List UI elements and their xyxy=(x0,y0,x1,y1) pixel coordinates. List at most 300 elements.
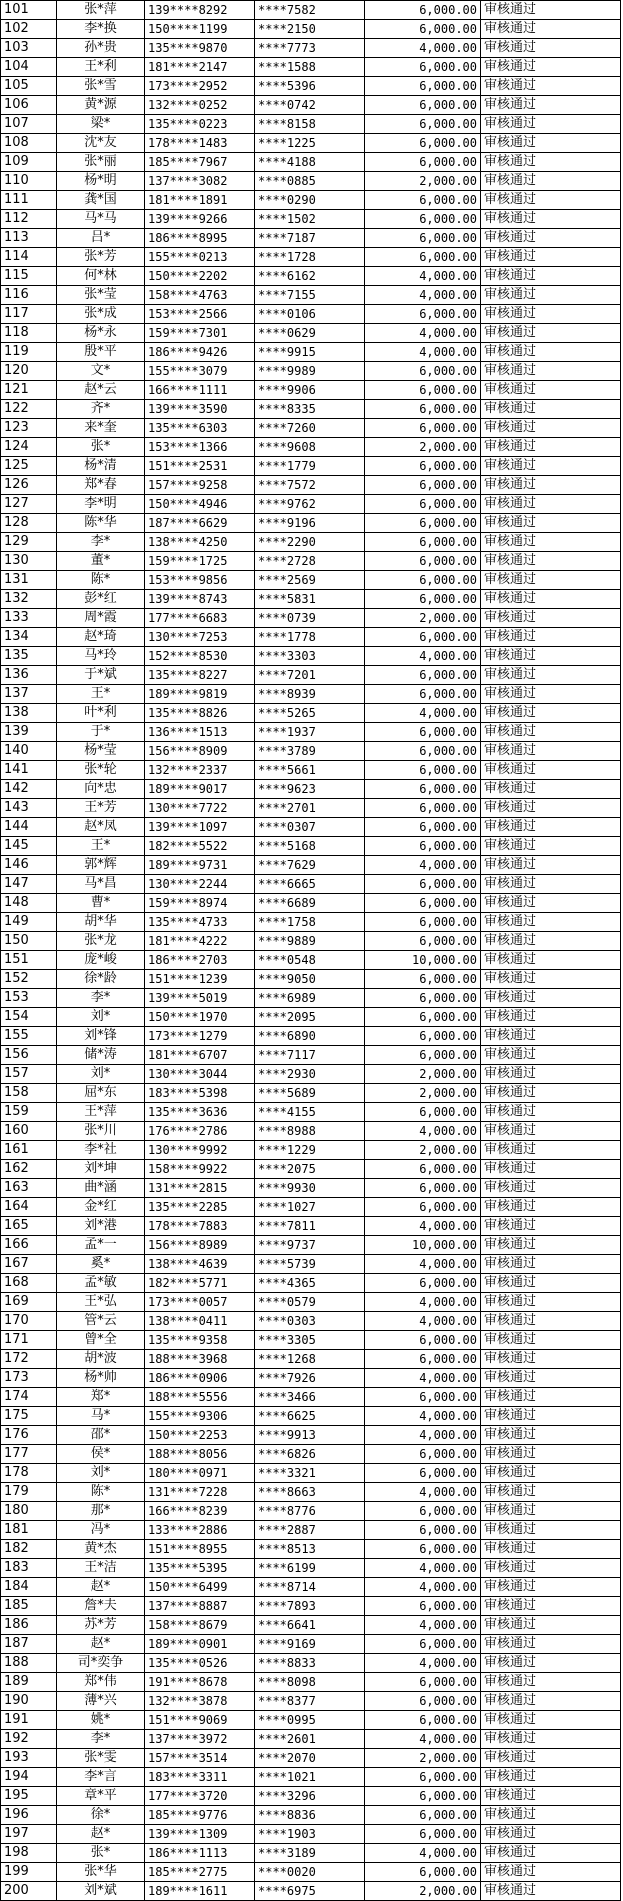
name-cell: 侯* xyxy=(57,1445,145,1464)
phone-cell: 135****0223 xyxy=(145,115,255,134)
amount-cell: 6,000.00 xyxy=(365,1274,481,1293)
row-index-cell: 108 xyxy=(1,134,57,153)
card-number-cell: ****0303 xyxy=(255,1312,365,1331)
phone-cell: 181****4222 xyxy=(145,932,255,951)
row-index-cell: 190 xyxy=(1,1692,57,1711)
name-cell: 于* xyxy=(57,723,145,742)
amount-cell: 4,000.00 xyxy=(365,1255,481,1274)
name-cell: 杨*莹 xyxy=(57,742,145,761)
table-row xyxy=(1,1369,621,1388)
amount-cell: 2,000.00 xyxy=(365,1084,481,1103)
table-row xyxy=(1,1388,621,1407)
card-number-cell: ****8513 xyxy=(255,1540,365,1559)
card-number-cell: ****8377 xyxy=(255,1692,365,1711)
table-row xyxy=(1,1787,621,1806)
card-number-cell: ****3296 xyxy=(255,1787,365,1806)
status-cell: 审核通过 xyxy=(481,286,621,305)
name-cell: 赵* xyxy=(57,1825,145,1844)
row-index-cell: 167 xyxy=(1,1255,57,1274)
status-cell: 审核通过 xyxy=(481,1331,621,1350)
name-cell: 詹*夫 xyxy=(57,1597,145,1616)
status-cell: 审核通过 xyxy=(481,894,621,913)
amount-cell: 6,000.00 xyxy=(365,210,481,229)
name-cell: 司*奕争 xyxy=(57,1654,145,1673)
phone-cell: 138****4250 xyxy=(145,533,255,552)
name-cell: 杨*永 xyxy=(57,324,145,343)
amount-cell: 6,000.00 xyxy=(365,77,481,96)
table-row xyxy=(1,1730,621,1749)
amount-cell: 4,000.00 xyxy=(365,267,481,286)
amount-cell: 4,000.00 xyxy=(365,1426,481,1445)
amount-cell: 10,000.00 xyxy=(365,1236,481,1255)
row-index-cell: 126 xyxy=(1,476,57,495)
phone-cell: 139****9266 xyxy=(145,210,255,229)
name-cell: 陈*华 xyxy=(57,514,145,533)
row-index-cell: 177 xyxy=(1,1445,57,1464)
table-row xyxy=(1,324,621,343)
table-row xyxy=(1,628,621,647)
card-number-cell: ****8836 xyxy=(255,1806,365,1825)
phone-cell: 189****9731 xyxy=(145,856,255,875)
card-number-cell: ****1502 xyxy=(255,210,365,229)
card-number-cell: ****7117 xyxy=(255,1046,365,1065)
status-cell: 审核通过 xyxy=(481,438,621,457)
name-cell: 沈*友 xyxy=(57,134,145,153)
table-row xyxy=(1,457,621,476)
table-row xyxy=(1,1,621,20)
row-index-cell: 161 xyxy=(1,1141,57,1160)
table-row xyxy=(1,1806,621,1825)
amount-cell: 6,000.00 xyxy=(365,913,481,932)
card-number-cell: ****7155 xyxy=(255,286,365,305)
row-index-cell: 131 xyxy=(1,571,57,590)
amount-cell: 6,000.00 xyxy=(365,381,481,400)
amount-cell: 6,000.00 xyxy=(365,1692,481,1711)
table-row xyxy=(1,438,621,457)
row-index-cell: 160 xyxy=(1,1122,57,1141)
row-index-cell: 182 xyxy=(1,1540,57,1559)
phone-cell: 151****2531 xyxy=(145,457,255,476)
table-row xyxy=(1,381,621,400)
card-number-cell: ****3321 xyxy=(255,1464,365,1483)
amount-cell: 6,000.00 xyxy=(365,666,481,685)
card-number-cell: ****8335 xyxy=(255,400,365,419)
amount-cell: 6,000.00 xyxy=(365,1350,481,1369)
phone-cell: 181****6707 xyxy=(145,1046,255,1065)
card-number-cell: ****1027 xyxy=(255,1198,365,1217)
amount-cell: 6,000.00 xyxy=(365,362,481,381)
phone-cell: 159****8974 xyxy=(145,894,255,913)
status-cell: 审核通过 xyxy=(481,742,621,761)
status-cell: 审核通过 xyxy=(481,191,621,210)
name-cell: 张*川 xyxy=(57,1122,145,1141)
card-number-cell: ****5168 xyxy=(255,837,365,856)
phone-cell: 137****8887 xyxy=(145,1597,255,1616)
row-index-cell: 163 xyxy=(1,1179,57,1198)
name-cell: 王*萍 xyxy=(57,1103,145,1122)
amount-cell: 4,000.00 xyxy=(365,1293,481,1312)
name-cell: 张*萍 xyxy=(57,1,145,20)
card-number-cell: ****0290 xyxy=(255,191,365,210)
row-index-cell: 135 xyxy=(1,647,57,666)
card-number-cell: ****1588 xyxy=(255,58,365,77)
status-cell: 审核通过 xyxy=(481,20,621,39)
amount-cell: 4,000.00 xyxy=(365,1122,481,1141)
table-row xyxy=(1,191,621,210)
name-cell: 孟*一 xyxy=(57,1236,145,1255)
row-index-cell: 115 xyxy=(1,267,57,286)
card-number-cell: ****9737 xyxy=(255,1236,365,1255)
name-cell: 张*雪 xyxy=(57,77,145,96)
row-index-cell: 173 xyxy=(1,1369,57,1388)
card-number-cell: ****1758 xyxy=(255,913,365,932)
table-row xyxy=(1,1464,621,1483)
name-cell: 马*马 xyxy=(57,210,145,229)
row-index-cell: 172 xyxy=(1,1350,57,1369)
card-number-cell: ****9608 xyxy=(255,438,365,457)
table-row xyxy=(1,1616,621,1635)
card-number-cell: ****9913 xyxy=(255,1426,365,1445)
row-index-cell: 148 xyxy=(1,894,57,913)
phone-cell: 187****6629 xyxy=(145,514,255,533)
row-index-cell: 142 xyxy=(1,780,57,799)
table-row xyxy=(1,20,621,39)
phone-cell: 188****8056 xyxy=(145,1445,255,1464)
status-cell: 审核通过 xyxy=(481,1559,621,1578)
phone-cell: 186****8995 xyxy=(145,229,255,248)
card-number-cell: ****6890 xyxy=(255,1027,365,1046)
name-cell: 张*雯 xyxy=(57,1749,145,1768)
phone-cell: 136****1513 xyxy=(145,723,255,742)
table-row xyxy=(1,1008,621,1027)
name-cell: 姚* xyxy=(57,1711,145,1730)
amount-cell: 2,000.00 xyxy=(365,609,481,628)
row-index-cell: 125 xyxy=(1,457,57,476)
amount-cell: 6,000.00 xyxy=(365,1445,481,1464)
table-row xyxy=(1,1749,621,1768)
phone-cell: 176****2786 xyxy=(145,1122,255,1141)
row-index-cell: 122 xyxy=(1,400,57,419)
table-row xyxy=(1,1331,621,1350)
amount-cell: 6,000.00 xyxy=(365,58,481,77)
table-row xyxy=(1,647,621,666)
card-number-cell: ****9989 xyxy=(255,362,365,381)
phone-cell: 132****2337 xyxy=(145,761,255,780)
card-number-cell: ****2930 xyxy=(255,1065,365,1084)
card-number-cell: ****0742 xyxy=(255,96,365,115)
phone-cell: 178****7883 xyxy=(145,1217,255,1236)
phone-cell: 181****1891 xyxy=(145,191,255,210)
status-cell: 审核通过 xyxy=(481,1179,621,1198)
card-number-cell: ****7582 xyxy=(255,1,365,20)
row-index-cell: 105 xyxy=(1,77,57,96)
row-index-cell: 149 xyxy=(1,913,57,932)
card-number-cell: ****9762 xyxy=(255,495,365,514)
amount-cell: 6,000.00 xyxy=(365,419,481,438)
table-row xyxy=(1,1502,621,1521)
card-number-cell: ****2070 xyxy=(255,1749,365,1768)
name-cell: 苏*芳 xyxy=(57,1616,145,1635)
status-cell: 审核通过 xyxy=(481,1502,621,1521)
amount-cell: 6,000.00 xyxy=(365,20,481,39)
name-cell: 张* xyxy=(57,438,145,457)
phone-cell: 157****9258 xyxy=(145,476,255,495)
status-cell: 审核通过 xyxy=(481,1160,621,1179)
status-cell: 审核通过 xyxy=(481,761,621,780)
phone-cell: 150****1199 xyxy=(145,20,255,39)
card-number-cell: ****1903 xyxy=(255,1825,365,1844)
card-number-cell: ****8158 xyxy=(255,115,365,134)
status-cell: 审核通过 xyxy=(481,1198,621,1217)
amount-cell: 6,000.00 xyxy=(365,1597,481,1616)
status-cell: 审核通过 xyxy=(481,970,621,989)
phone-cell: 150****4946 xyxy=(145,495,255,514)
row-index-cell: 141 xyxy=(1,761,57,780)
status-cell: 审核通过 xyxy=(481,58,621,77)
row-index-cell: 129 xyxy=(1,533,57,552)
amount-cell: 6,000.00 xyxy=(365,875,481,894)
row-index-cell: 196 xyxy=(1,1806,57,1825)
phone-cell: 131****2815 xyxy=(145,1179,255,1198)
row-index-cell: 156 xyxy=(1,1046,57,1065)
phone-cell: 135****8826 xyxy=(145,704,255,723)
name-cell: 王*芳 xyxy=(57,799,145,818)
table-row xyxy=(1,1350,621,1369)
row-index-cell: 200 xyxy=(1,1882,57,1901)
status-cell: 审核通过 xyxy=(481,1065,621,1084)
name-cell: 彭*红 xyxy=(57,590,145,609)
amount-cell: 6,000.00 xyxy=(365,1160,481,1179)
amount-cell: 6,000.00 xyxy=(365,1198,481,1217)
name-cell: 张*成 xyxy=(57,305,145,324)
status-cell: 审核通过 xyxy=(481,1521,621,1540)
card-number-cell: ****8988 xyxy=(255,1122,365,1141)
phone-cell: 166****8239 xyxy=(145,1502,255,1521)
card-number-cell: ****5265 xyxy=(255,704,365,723)
card-number-cell: ****4155 xyxy=(255,1103,365,1122)
amount-cell: 6,000.00 xyxy=(365,742,481,761)
row-index-cell: 143 xyxy=(1,799,57,818)
table-row xyxy=(1,1882,621,1901)
phone-cell: 151****9069 xyxy=(145,1711,255,1730)
phone-cell: 130****7722 xyxy=(145,799,255,818)
row-index-cell: 152 xyxy=(1,970,57,989)
amount-cell: 6,000.00 xyxy=(365,1388,481,1407)
name-cell: 龚*国 xyxy=(57,191,145,210)
row-index-cell: 120 xyxy=(1,362,57,381)
phone-cell: 159****7301 xyxy=(145,324,255,343)
table-row xyxy=(1,77,621,96)
name-cell: 张*莹 xyxy=(57,286,145,305)
phone-cell: 155****3079 xyxy=(145,362,255,381)
row-index-cell: 137 xyxy=(1,685,57,704)
card-number-cell: ****2728 xyxy=(255,552,365,571)
status-cell: 审核通过 xyxy=(481,647,621,666)
amount-cell: 6,000.00 xyxy=(365,761,481,780)
card-number-cell: ****1728 xyxy=(255,248,365,267)
card-number-cell: ****1229 xyxy=(255,1141,365,1160)
status-cell: 审核通过 xyxy=(481,1084,621,1103)
phone-cell: 189****9017 xyxy=(145,780,255,799)
amount-cell: 6,000.00 xyxy=(365,1103,481,1122)
row-index-cell: 146 xyxy=(1,856,57,875)
status-cell: 审核通过 xyxy=(481,818,621,837)
status-cell: 审核通过 xyxy=(481,1312,621,1331)
status-cell: 审核通过 xyxy=(481,1350,621,1369)
card-number-cell: ****0995 xyxy=(255,1711,365,1730)
amount-cell: 6,000.00 xyxy=(365,1008,481,1027)
status-cell: 审核通过 xyxy=(481,172,621,191)
row-index-cell: 174 xyxy=(1,1388,57,1407)
amount-cell: 6,000.00 xyxy=(365,1331,481,1350)
status-cell: 审核通过 xyxy=(481,1730,621,1749)
status-cell: 审核通过 xyxy=(481,1141,621,1160)
card-number-cell: ****1779 xyxy=(255,457,365,476)
table-row xyxy=(1,153,621,172)
status-cell: 审核通过 xyxy=(481,1274,621,1293)
card-number-cell: ****7773 xyxy=(255,39,365,58)
status-cell: 审核通过 xyxy=(481,1217,621,1236)
status-cell: 审核通过 xyxy=(481,153,621,172)
table-row xyxy=(1,1654,621,1673)
phone-cell: 137****3972 xyxy=(145,1730,255,1749)
name-cell: 屈*东 xyxy=(57,1084,145,1103)
table-row xyxy=(1,362,621,381)
row-index-cell: 195 xyxy=(1,1787,57,1806)
table-row xyxy=(1,1179,621,1198)
amount-cell: 2,000.00 xyxy=(365,172,481,191)
name-cell: 曹* xyxy=(57,894,145,913)
name-cell: 于*斌 xyxy=(57,666,145,685)
row-index-cell: 118 xyxy=(1,324,57,343)
phone-cell: 135****8227 xyxy=(145,666,255,685)
table-row xyxy=(1,1198,621,1217)
card-number-cell: ****7187 xyxy=(255,229,365,248)
table-row xyxy=(1,1160,621,1179)
card-number-cell: ****4188 xyxy=(255,153,365,172)
amount-cell: 4,000.00 xyxy=(365,1578,481,1597)
table-row xyxy=(1,1293,621,1312)
table-row xyxy=(1,248,621,267)
amount-cell: 4,000.00 xyxy=(365,324,481,343)
table-row xyxy=(1,1768,621,1787)
phone-cell: 150****6499 xyxy=(145,1578,255,1597)
phone-cell: 130****3044 xyxy=(145,1065,255,1084)
row-index-cell: 194 xyxy=(1,1768,57,1787)
table-row xyxy=(1,590,621,609)
table-row xyxy=(1,1217,621,1236)
row-index-cell: 170 xyxy=(1,1312,57,1331)
table-row xyxy=(1,1141,621,1160)
table-row xyxy=(1,1255,621,1274)
row-index-cell: 132 xyxy=(1,590,57,609)
row-index-cell: 101 xyxy=(1,1,57,20)
card-number-cell: ****6989 xyxy=(255,989,365,1008)
status-cell: 审核通过 xyxy=(481,1293,621,1312)
status-cell: 审核通过 xyxy=(481,248,621,267)
amount-cell: 6,000.00 xyxy=(365,115,481,134)
status-cell: 审核通过 xyxy=(481,533,621,552)
phone-cell: 132****3878 xyxy=(145,1692,255,1711)
amount-cell: 6,000.00 xyxy=(365,590,481,609)
status-cell: 审核通过 xyxy=(481,1654,621,1673)
card-number-cell: ****0307 xyxy=(255,818,365,837)
status-cell: 审核通过 xyxy=(481,1616,621,1635)
card-number-cell: ****5739 xyxy=(255,1255,365,1274)
row-index-cell: 159 xyxy=(1,1103,57,1122)
row-index-cell: 140 xyxy=(1,742,57,761)
phone-cell: 177****6683 xyxy=(145,609,255,628)
phone-cell: 177****3720 xyxy=(145,1787,255,1806)
status-cell: 审核通过 xyxy=(481,932,621,951)
row-index-cell: 102 xyxy=(1,20,57,39)
card-number-cell: ****7260 xyxy=(255,419,365,438)
amount-cell: 6,000.00 xyxy=(365,248,481,267)
card-number-cell: ****6689 xyxy=(255,894,365,913)
row-index-cell: 112 xyxy=(1,210,57,229)
amount-cell: 6,000.00 xyxy=(365,628,481,647)
table-row xyxy=(1,761,621,780)
row-index-cell: 187 xyxy=(1,1635,57,1654)
table-row xyxy=(1,1046,621,1065)
amount-cell: 4,000.00 xyxy=(365,1616,481,1635)
name-cell: 那* xyxy=(57,1502,145,1521)
name-cell: 李*社 xyxy=(57,1141,145,1160)
name-cell: 周*霞 xyxy=(57,609,145,628)
status-cell: 审核通过 xyxy=(481,1407,621,1426)
row-index-cell: 103 xyxy=(1,39,57,58)
card-number-cell: ****2601 xyxy=(255,1730,365,1749)
phone-cell: 135****9870 xyxy=(145,39,255,58)
amount-cell: 4,000.00 xyxy=(365,647,481,666)
row-index-cell: 154 xyxy=(1,1008,57,1027)
phone-cell: 173****0057 xyxy=(145,1293,255,1312)
phone-cell: 131****7228 xyxy=(145,1483,255,1502)
phone-cell: 150****1970 xyxy=(145,1008,255,1027)
phone-cell: 135****0526 xyxy=(145,1654,255,1673)
row-index-cell: 193 xyxy=(1,1749,57,1768)
table-row xyxy=(1,134,621,153)
card-number-cell: ****7572 xyxy=(255,476,365,495)
phone-cell: 138****0411 xyxy=(145,1312,255,1331)
name-cell: 郭*辉 xyxy=(57,856,145,875)
table-row xyxy=(1,419,621,438)
table-row xyxy=(1,1312,621,1331)
phone-cell: 139****3590 xyxy=(145,400,255,419)
status-cell: 审核通过 xyxy=(481,267,621,286)
amount-cell: 6,000.00 xyxy=(365,1,481,20)
phone-cell: 188****3968 xyxy=(145,1350,255,1369)
row-index-cell: 171 xyxy=(1,1331,57,1350)
card-number-cell: ****4365 xyxy=(255,1274,365,1293)
amount-cell: 6,000.00 xyxy=(365,1046,481,1065)
phone-cell: 135****2285 xyxy=(145,1198,255,1217)
row-index-cell: 183 xyxy=(1,1559,57,1578)
status-cell: 审核通过 xyxy=(481,1635,621,1654)
phone-cell: 139****1309 xyxy=(145,1825,255,1844)
name-cell: 李* xyxy=(57,989,145,1008)
table-row xyxy=(1,1540,621,1559)
amount-cell: 6,000.00 xyxy=(365,191,481,210)
name-cell: 黄*杰 xyxy=(57,1540,145,1559)
amount-cell: 4,000.00 xyxy=(365,39,481,58)
amount-cell: 6,000.00 xyxy=(365,723,481,742)
name-cell: 向*忠 xyxy=(57,780,145,799)
amount-cell: 6,000.00 xyxy=(365,1711,481,1730)
amount-cell: 4,000.00 xyxy=(365,1369,481,1388)
table-row xyxy=(1,267,621,286)
status-cell: 审核通过 xyxy=(481,1464,621,1483)
